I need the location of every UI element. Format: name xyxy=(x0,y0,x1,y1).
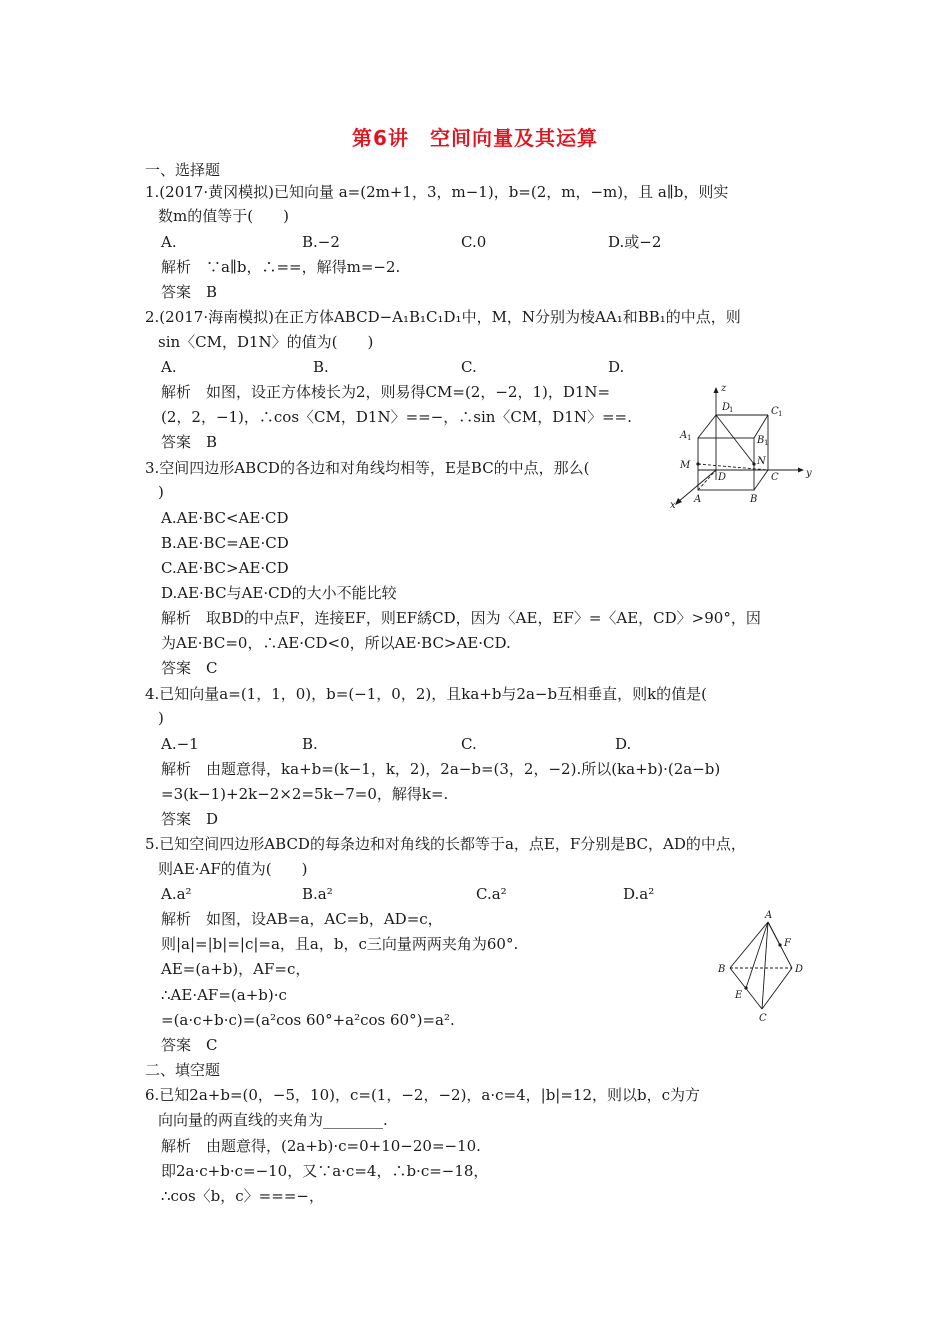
q1-option-b: B.−2 xyxy=(302,233,340,251)
tetra-label-c: C xyxy=(759,1013,767,1024)
cube-label-c1: C xyxy=(771,406,779,417)
q1-option-c: C.0 xyxy=(461,233,487,251)
tetra-label-a: A xyxy=(765,910,773,921)
tetra-label-e: E xyxy=(735,990,743,1001)
q2-analysis-line2: (2，2，−1)，∴cos〈CM，D1N〉==−，∴sin〈CM，D1N〉==. xyxy=(161,408,632,426)
q5-option-b: B.a² xyxy=(302,885,333,903)
q4-option-d: D. xyxy=(615,735,632,753)
q5-analysis-line2: 则|a|=|b|=|c|=a，且a，b，c三向量两两夹角为60°. xyxy=(161,935,519,953)
q3-answer: 答案 C xyxy=(161,659,218,677)
q3-option-b: B.AE·BC=AE·CD xyxy=(161,534,289,552)
cube-label-b: B xyxy=(750,494,758,505)
section-fill: 二、填空题 xyxy=(145,1061,221,1079)
q6-analysis-line3: ∴cos〈b，c〉===−， xyxy=(161,1187,324,1205)
cube-label-m: M xyxy=(680,460,691,471)
q4-option-a: A.−1 xyxy=(161,735,199,753)
q5-stem-line2: 则AE·AF的值为( ) xyxy=(158,860,308,878)
q4-analysis-line1: 解析 由题意得，ka+b=(k−1，k，2)，2a−b=(3，2，−2).所以(ka+b)·(2a−b) xyxy=(161,760,721,778)
cube-label-y: y xyxy=(806,468,812,479)
q1-stem-line1: 1.(2017·黄冈模拟)已知向量 a=(2m+1，3，m−1)，b=(2，m，−m)，且 a∥b，则实 xyxy=(145,183,729,201)
cube-label-d1-sub: 1 xyxy=(729,406,734,414)
q6-analysis-line2: 即2a·c+b·c=−10，又∵a·c=4，∴b·c=−18， xyxy=(161,1162,489,1180)
q5-stem-line1: 5.已知空间四边形ABCD的每条边和对角线的长都等于a，点E，F分别是BC，AD的中点， xyxy=(145,835,746,853)
q1-option-a: A. xyxy=(161,233,177,251)
q5-analysis-line1: 解析 如图，设AB=a，AC=b，AD=c， xyxy=(161,910,443,928)
q4-option-b: B. xyxy=(302,735,318,753)
cube-label-x: x xyxy=(670,500,676,511)
q2-analysis-line1: 解析 如图，设正方体棱长为2，则易得CM=(2，−2，1)，D1N= xyxy=(161,383,611,401)
cube-figure xyxy=(668,380,818,515)
cube-label-c: C xyxy=(771,472,779,483)
q4-analysis-line2: =3(k−1)+2k−2×2=5k−7=0，解得k=. xyxy=(161,785,449,803)
q6-analysis-line1: 解析 由题意得，(2a+b)·c=0+10−20=−10. xyxy=(161,1137,481,1155)
q3-analysis-line2: 为AE·BC=0，∴AE·CD<0，所以AE·BC>AE·CD. xyxy=(161,634,511,652)
q5-analysis-line5: =(a·c+b·c)=(a²cos 60°+a²cos 60°)=a². xyxy=(161,1011,455,1029)
q5-answer: 答案 C xyxy=(161,1036,218,1054)
q2-option-c: C. xyxy=(461,358,477,376)
q1-option-d: D.或−2 xyxy=(608,233,662,251)
cube-label-a1: A xyxy=(680,430,688,441)
q4-stem-line1: 4.已知向量a=(1，1，0)，b=(−1，0，2)，且ka+b与2a−b互相垂直，则k的值是( xyxy=(145,685,708,703)
cube-label-b1: B xyxy=(757,435,765,446)
q4-answer: 答案 D xyxy=(161,810,219,828)
q3-stem-line1: 3.空间四边形ABCD的各边和对角线均相等，E是BC的中点，那么( xyxy=(145,459,590,477)
q4-option-c: C. xyxy=(461,735,477,753)
q3-analysis-line1: 解析 取BD的中点F，连接EF，则EF綉CD，因为〈AE，EF〉=〈AE，CD〉>90°，因 xyxy=(161,609,761,627)
tetra-label-d: D xyxy=(795,964,804,975)
q3-option-c: C.AE·BC>AE·CD xyxy=(161,559,289,577)
q5-option-d: D.a² xyxy=(623,885,655,903)
tetra-label-b: B xyxy=(718,964,726,975)
cube-label-d1: D xyxy=(722,402,731,413)
cube-label-b1-sub: 1 xyxy=(764,439,769,447)
q2-option-d: D. xyxy=(608,358,625,376)
q5-option-c: C.a² xyxy=(476,885,507,903)
q2-stem-line1: 2.(2017·海南模拟)在正方体ABCD−A₁B₁C₁D₁中，M，N分别为棱AA₁和BB₁的中点，则 xyxy=(145,308,741,326)
q2-option-a: A. xyxy=(161,358,177,376)
cube-label-d: D xyxy=(718,472,727,483)
q6-stem-line1: 6.已知2a+b=(0，−5，10)，c=(1，−2，−2)，a·c=4，|b|=12，则以b，c为方 xyxy=(145,1086,701,1104)
q5-analysis-line4: ∴AE·AF=(a+b)·c xyxy=(161,986,287,1004)
q5-option-a: A.a² xyxy=(161,885,192,903)
section-choice: 一、选择题 xyxy=(145,161,221,179)
q6-stem-line2: 向向量的两直线的夹角为________. xyxy=(158,1111,388,1129)
cube-label-z: z xyxy=(721,383,727,394)
q3-option-a: A.AE·BC<AE·CD xyxy=(161,509,289,527)
cube-label-c1-sub: 1 xyxy=(778,410,783,418)
q4-stem-line2: ) xyxy=(158,709,164,727)
q1-analysis: 解析 ∵a∥b，∴==，解得m=−2. xyxy=(161,258,401,276)
q2-answer: 答案 B xyxy=(161,433,218,451)
q1-answer: 答案 B xyxy=(161,283,218,301)
q1-stem-line2: 数m的值等于( ) xyxy=(158,207,289,225)
page-title: 第6讲 空间向量及其运算 xyxy=(352,126,598,150)
cube-label-n: N xyxy=(757,456,766,467)
q3-stem-line2: ) xyxy=(158,483,164,501)
q5-analysis-line3: AE=(a+b)，AF=c， xyxy=(161,960,311,978)
q2-stem-line2: sin〈CM，D1N〉的值为( ) xyxy=(158,333,374,351)
tetrahedron-figure xyxy=(712,908,812,1026)
q2-option-b: B. xyxy=(313,358,329,376)
q3-option-d: D.AE·BC与AE·CD的大小不能比较 xyxy=(161,584,397,602)
tetra-label-f: F xyxy=(784,938,791,949)
cube-label-a: A xyxy=(694,494,702,505)
cube-label-a1-sub: 1 xyxy=(687,434,692,442)
